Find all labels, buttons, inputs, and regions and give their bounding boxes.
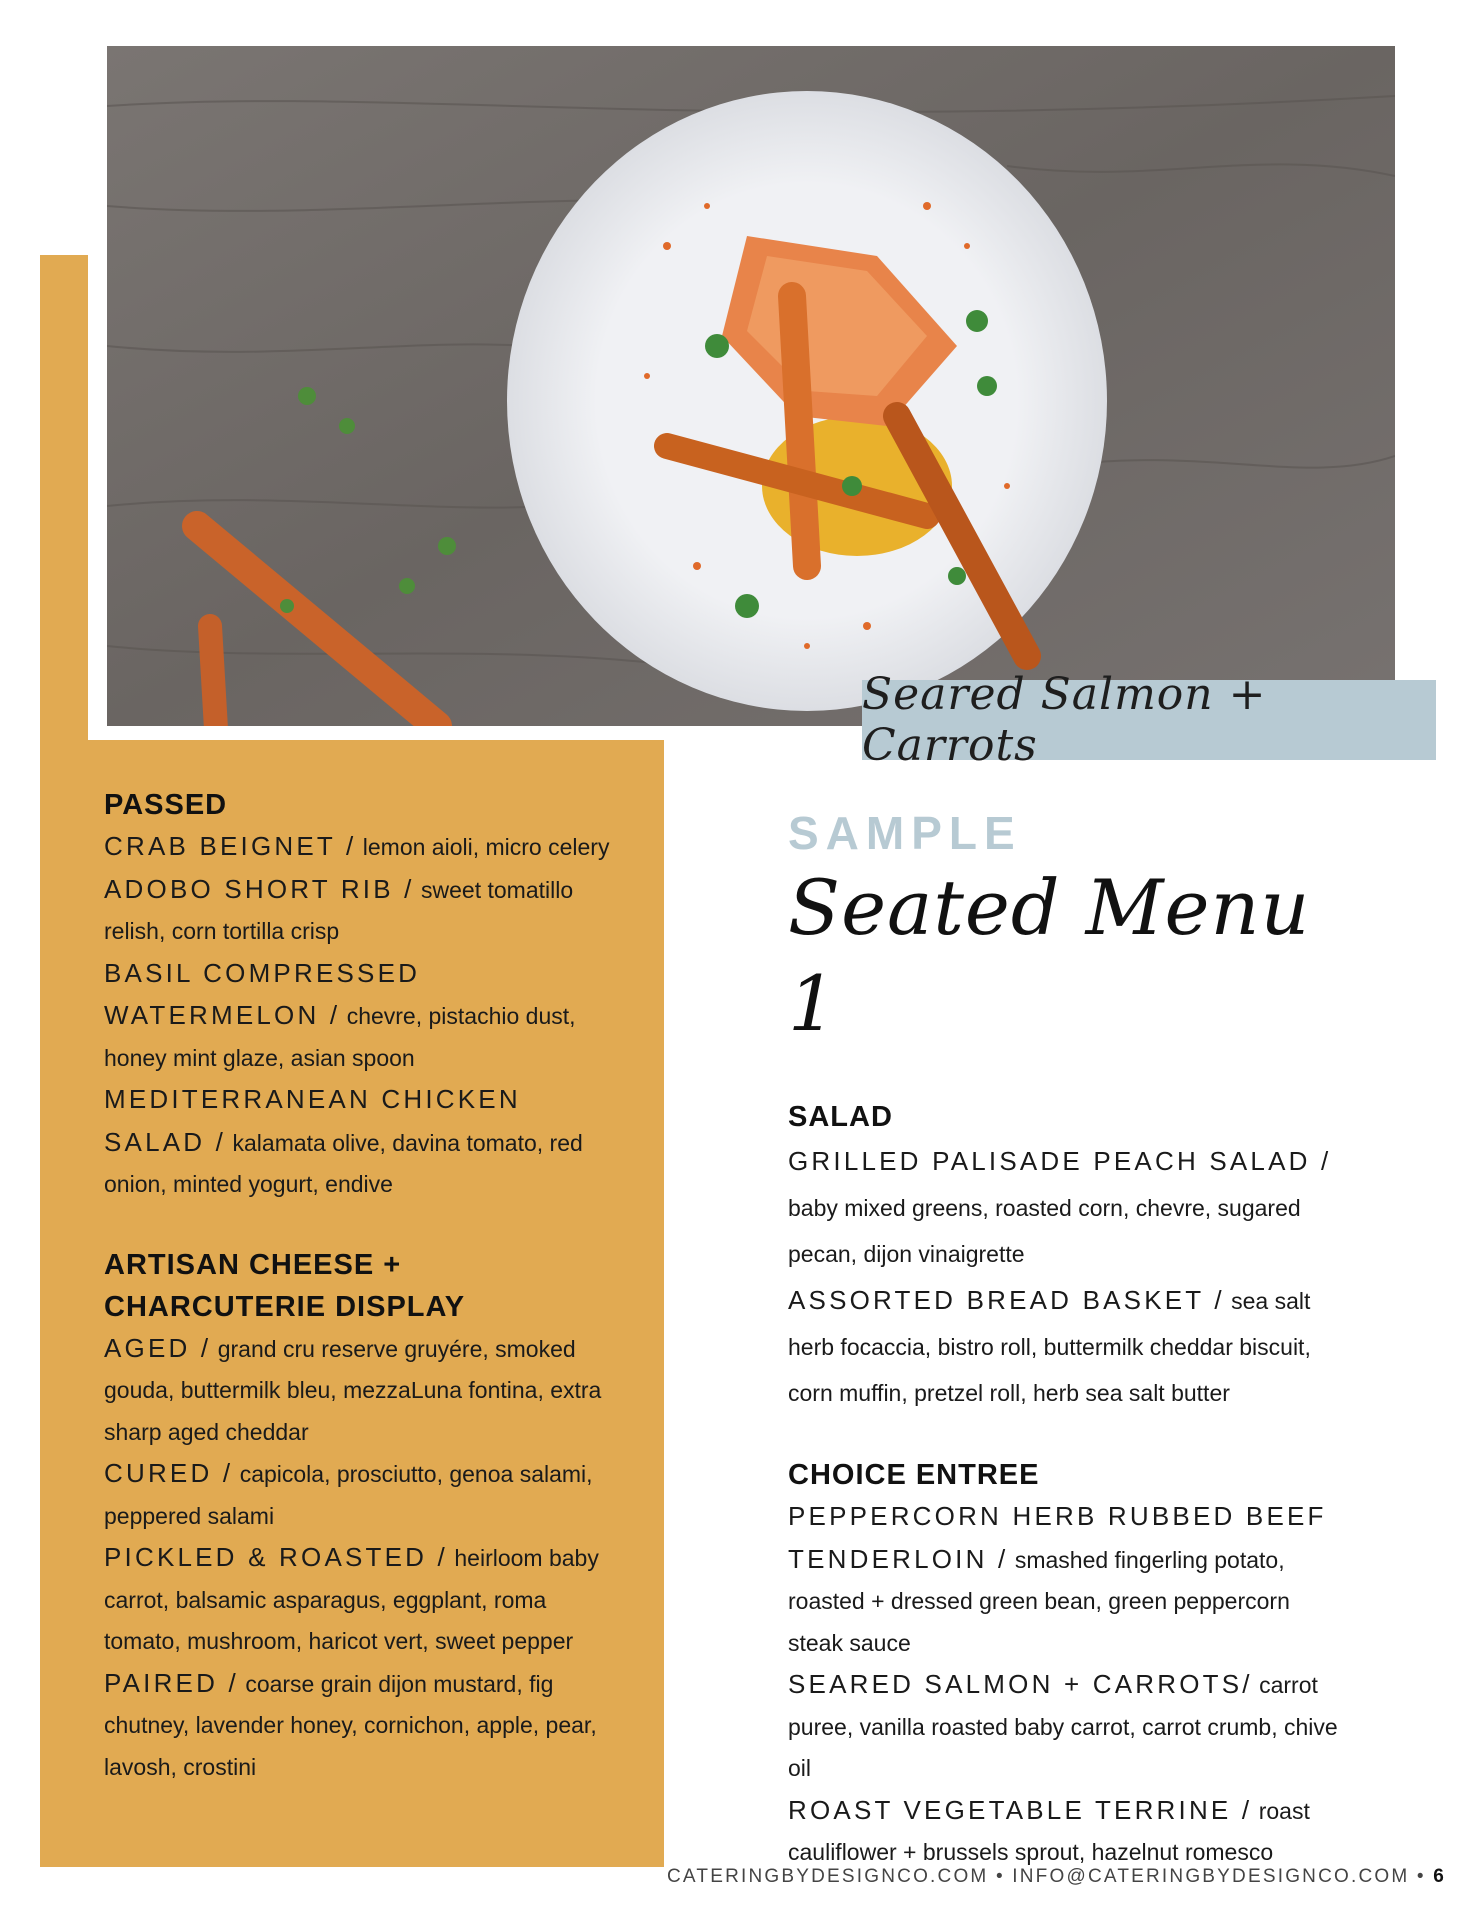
- food-photo: [107, 46, 1395, 726]
- item-desc: carrot puree, vanilla roasted baby carrot, carrot crumb, chive oil: [788, 1672, 1338, 1781]
- menu-item: [788, 1277, 1348, 1416]
- item-name: GRILLED PALISADE PEACH SALAD /: [788, 1146, 1332, 1176]
- menu-item: [104, 826, 624, 869]
- left-column: [104, 784, 624, 1788]
- menu-item: [788, 1790, 1348, 1874]
- item-desc: grand cru reserve gruyére, smoked gouda, buttermilk bleu, mezzaLuna fontina, extra sharp aged cheddar: [104, 1335, 602, 1445]
- item-desc: coarse grain dijon mustard, fig chutney, lavender honey, cornichon, apple, pear, lavosh, crostini: [104, 1670, 597, 1780]
- item-desc: heirloom baby carrot, balsamic asparagus, eggplant, roma tomato, mushroom, haricot vert, sweet pepper: [104, 1545, 599, 1654]
- item-name: MEDITERRANEAN CHICKEN SALAD /: [104, 1084, 521, 1157]
- menu-item: [104, 1328, 624, 1454]
- page-number: 6: [1433, 1866, 1446, 1887]
- menu-item: [104, 953, 624, 1080]
- item-name: PEPPERCORN HERB RUBBED BEEF TENDERLOIN /: [788, 1501, 1327, 1574]
- menu-item: [788, 1664, 1348, 1790]
- item-name: BASIL COMPRESSED WATERMELON /: [104, 957, 421, 1030]
- passed-heading: PASSED: [104, 789, 228, 821]
- menu-item: [104, 1453, 624, 1537]
- photo-caption: [862, 669, 1436, 771]
- item-name: PICKLED & ROASTED /: [104, 1542, 448, 1572]
- item-name: PAIRED /: [104, 1667, 239, 1698]
- section-gap: [788, 1052, 1348, 1096]
- menu-item: [104, 1537, 624, 1663]
- sample-label: SAMPLE: [788, 807, 1022, 859]
- item-desc: baby mixed greens, roasted corn, chevre, sugared pecan, dijon vinaigrette: [788, 1195, 1301, 1267]
- item-desc: kalamata olive, davina tomato, red onion, minted yogurt, endive: [104, 1129, 583, 1197]
- item-name: CURED /: [104, 1458, 234, 1488]
- item-desc: smashed fingerling potato, roasted + dressed green bean, green peppercorn steak sauce: [788, 1546, 1290, 1656]
- footer-contact: CATERINGBYDESIGNCO.COM • INFO@CATERINGBYDESIGNCO.COM •: [667, 1866, 1426, 1887]
- menu-item: [104, 869, 624, 953]
- item-name: AGED /: [104, 1332, 212, 1363]
- item-name: SEARED SALMON + CARROTS/: [788, 1669, 1253, 1699]
- item-name: CRAB BEIGNET /: [104, 831, 357, 861]
- item-name: ROAST VEGETABLE TERRINE /: [788, 1794, 1253, 1825]
- item-desc: sweet tomatillo relish, corn tortilla crisp: [104, 876, 574, 944]
- menu-item: [104, 1079, 624, 1206]
- right-column: [788, 808, 1348, 1874]
- item-name: ADOBO SHORT RIB /: [104, 873, 415, 904]
- item-desc: chevre, pistachio dust, honey mint glaze, asian spoon: [104, 1003, 576, 1071]
- item-desc: roast cauliflower + brussels sprout, hazelnut romesco: [788, 1797, 1310, 1865]
- page-footer: [667, 1866, 1446, 1888]
- cheese-heading: ARTISAN CHEESE + CHARCUTERIE DISPLAY: [104, 1248, 466, 1323]
- salad-heading: SALAD: [788, 1101, 893, 1133]
- item-desc: sea salt herb focaccia, bistro roll, buttermilk cheddar biscuit, corn muffin, pretzel roll, herb sea salt butter: [788, 1288, 1311, 1406]
- entree-heading: CHOICE ENTREE: [788, 1459, 1040, 1491]
- menu-item: [788, 1138, 1348, 1277]
- salmon-plate-image: [107, 46, 1395, 726]
- item-desc: lemon aioli, micro celery: [362, 834, 610, 860]
- item-desc: capicola, prosciutto, genoa salami, peppered salami: [104, 1461, 593, 1529]
- caption-text: Seared Salmon + Carrots: [862, 669, 1267, 771]
- menu-item: [104, 1663, 624, 1789]
- menu-item: [788, 1496, 1348, 1664]
- menu-title: Seated Menu 1: [788, 863, 1311, 1048]
- section-gap: [788, 1416, 1348, 1454]
- item-name: ASSORTED BREAD BASKET /: [788, 1285, 1225, 1315]
- section-gap: [104, 1206, 624, 1244]
